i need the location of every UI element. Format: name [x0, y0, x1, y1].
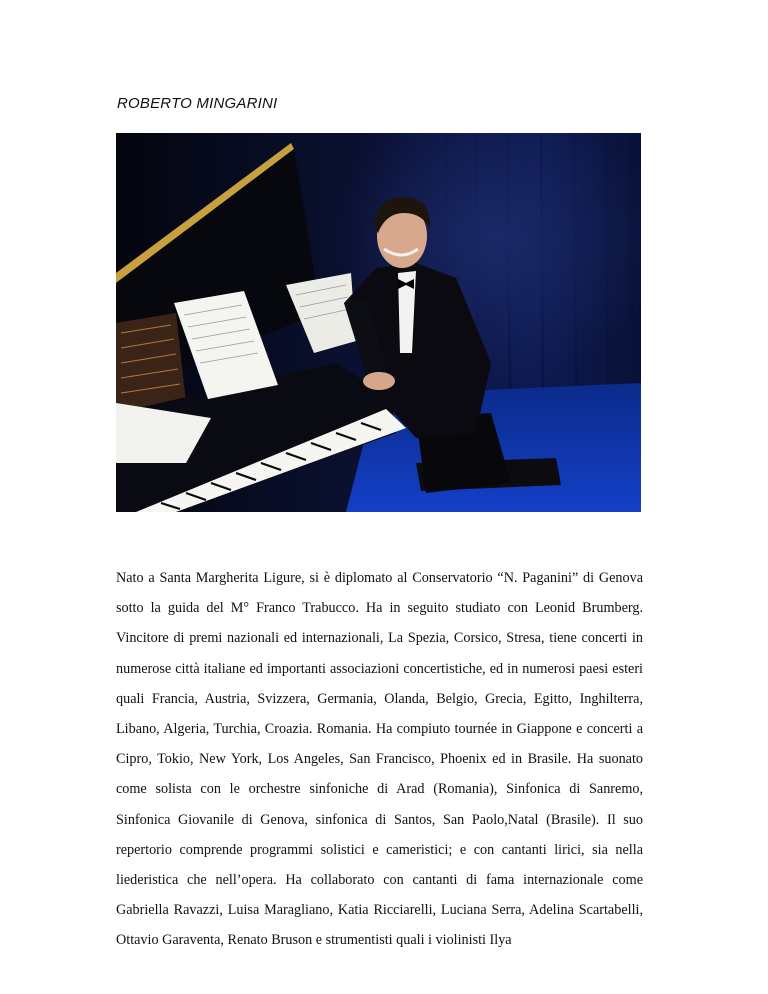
pianist-photo-image [116, 133, 641, 512]
document-title: ROBERTO MINGARINI [117, 95, 278, 112]
pianist-photo [116, 133, 641, 512]
biography-text: Nato a Santa Margherita Ligure, si è diplomato al Conservatorio “N. Paganini” di Genova sotto la guida del M° Franco Trabucco. Ha in seguito studiato con Leonid Brumberg. Vincitore di premi nazionali ed internazionali, La Spezia, Corsico, Stresa, tiene concerti in numerose città italiane ed importanti associazioni concertistiche, ed in numerosi paesi esteri quali Francia, Austria, Svizzera, Germania, Olanda, Belgio, Grecia, Egitto, Inghilterra, Libano, Algeria, Turchia, Croazia. Romania. Ha compiuto tournée in Giappone e concerti a Cipro, Tokio, New York, Los Angeles, San Francisco, Phoenix ed in Brasile. Ha suonato come solista con le orchestre sinfoniche di Arad (Romania), Sinfonica di Sanremo, Sinfonica Giovanile di Genova, sinfonica di Santos, San Paolo,Natal (Brasile). Il suo repertorio comprende programmi solistici e cameristici; e con cantanti lirici, sia nella liederistica che nell’opera. Ha collaborato con cantanti di fama internazionale come Gabriella Ravazzi, Luisa Maragliano, Katia Ricciarelli, Luciana Serra, Adelina Scartabelli, Ottavio Garaventa, Renato Bruson e strumentisti quali i violinisti Ilya [116, 570, 643, 949]
